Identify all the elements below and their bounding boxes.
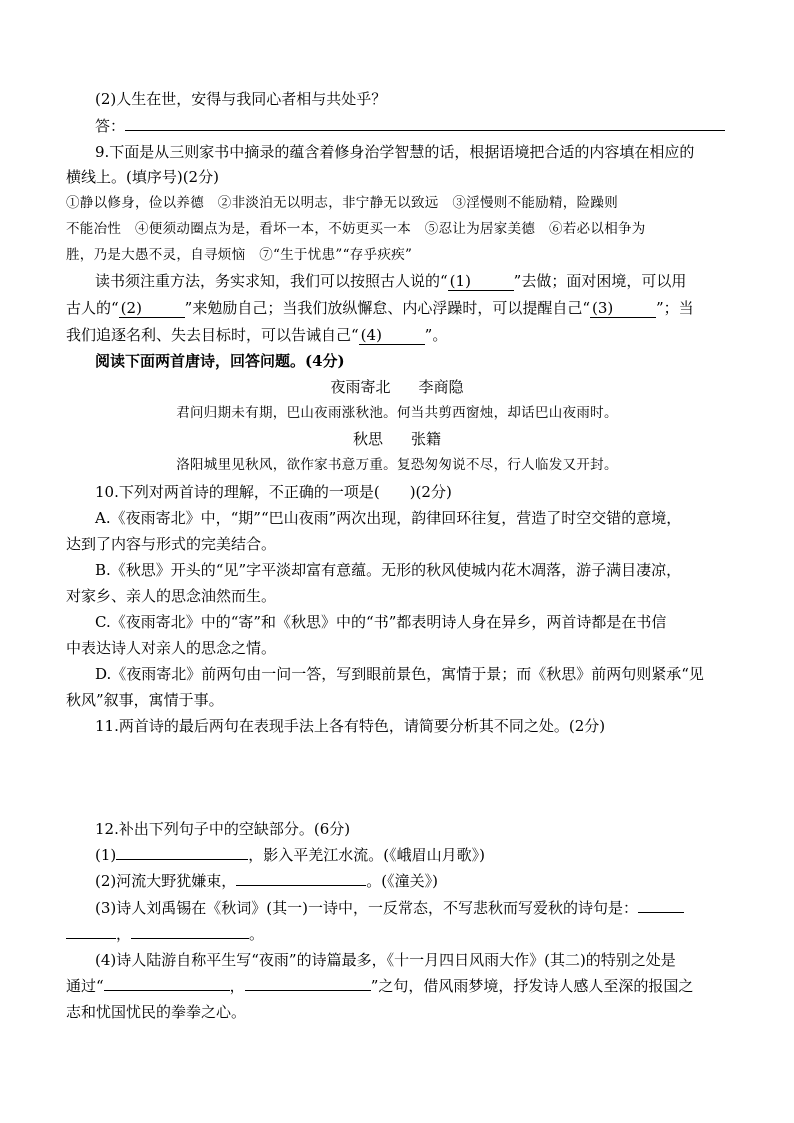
question-12-item-4-cont: 通过“ ， ”之句，借风雨梦境，抒发诗人感人至深的报国之 [66, 977, 694, 995]
question-10-stem: 10.下列对两首诗的理解，不正确的一项是( )(2分) [95, 483, 452, 501]
question-9-stem-cont: 横线上。(填序号)(2分) [66, 168, 219, 186]
question-11-stem: 11.两首诗的最后两句在表现手法上各有特色，请简要分析其不同之处。(2分) [95, 717, 606, 735]
option-b[interactable]: B.《秋思》开头的“见”字平淡却富有意蕴。无形的秋风使城内花木凋落，游子满目凄凉， [95, 561, 682, 579]
answer-label: 答： [95, 117, 126, 135]
question-9-options: 胜，乃是大愚不灵，自寻烦恼 ⑦“生于忧患”“存乎疢疾” [66, 247, 413, 263]
fill-blank-2[interactable]: (2) [119, 299, 185, 318]
fill-blank[interactable] [131, 924, 249, 939]
option-b-cont: 对家乡、亲人的思念油然而生。 [66, 587, 277, 605]
poem-text: 君问归期未有期，巴山夜雨涨秋池。何当共剪西窗烛，却话巴山夜雨时。 [176, 405, 618, 421]
option-d-cont: 秋风”叙事，寓情于事。 [66, 691, 224, 709]
question-12-item-4-cont: 志和忧国忧民的拳拳之心。 [66, 1003, 247, 1021]
fill-blank[interactable] [245, 976, 371, 991]
poem-title: 秋思 [352, 430, 383, 448]
poem-title-line [0, 428, 794, 450]
question-item: (2)人生在世，安得与我同心者相与共处乎？ [95, 90, 387, 108]
fill-blank[interactable] [236, 871, 366, 886]
poem-author: 李商隐 [418, 378, 464, 396]
poem-title-line [0, 376, 794, 398]
fill-blank-3[interactable]: (3) [590, 299, 656, 318]
option-a-cont: 达到了内容与形式的完美结合。 [66, 535, 277, 553]
fill-blank-1[interactable]: (1) [448, 272, 514, 291]
question-12-item-2: (2)河流大野犹嫌束， 。(《潼关》) [95, 872, 438, 890]
question-9-options: 不能冶性 ④便须动圈点为是，看坏一本，不妨更买一本 ⑤忍让为居家美德 ⑥若必以相争为 [66, 221, 646, 237]
option-c-cont: 中表达诗人对亲人的思念之情。 [66, 639, 277, 657]
option-a[interactable]: A.《夜雨寄北》中，“期”“巴山夜雨”两次出现，韵律回环往复，营造了时空交错的意境， [95, 509, 682, 527]
question-12-item-1: (1) ，影入平羌江水流。(《峨眉山月歌》) [95, 846, 485, 864]
answer-line [95, 115, 725, 137]
reading-heading: 阅读下面两首唐诗，回答问题。(4分) [95, 352, 345, 370]
question-9-paragraph: 古人的“ (2) ”来勉励自己；当我们放纵懈怠、内心浮躁时，可以提醒自己“ (3) ”；当 [66, 299, 694, 317]
fill-blank[interactable] [638, 898, 684, 913]
fill-blank[interactable] [66, 924, 116, 939]
poem-author: 张籍 [411, 430, 442, 448]
question-12-stem: 12.补出下列句子中的空缺部分。(6分) [95, 820, 351, 838]
question-12-item-3-cont: ， 。 [66, 923, 264, 945]
question-9-options: ①静以修身，俭以养德 ②非淡泊无以明志，非宁静无以致远 ③淫慢则不能励精，险躁则 [66, 195, 618, 211]
option-d[interactable]: D.《夜雨寄北》前两句由一问一答，写到眼前景色，寓情于景；而《秋思》前两句则紧承“见 [95, 665, 704, 683]
question-12-item-4: (4)诗人陆游自称平生写“夜雨”的诗篇最多，《十一月四日风雨大作》(其二)的特别之处是 [95, 951, 676, 969]
question-9-paragraph: 读书须注重方法，务实求知，我们可以按照古人说的“ (1) ”去做；面对困境，可以用 [95, 272, 687, 290]
poem-text: 洛阳城里见秋风，欲作家书意万重。复恐匆匆说不尽，行人临发又开封。 [176, 457, 618, 473]
fill-blank-4[interactable]: (4) [359, 326, 425, 345]
poem-title: 夜雨寄北 [330, 378, 391, 396]
fill-blank[interactable] [116, 845, 248, 860]
question-12-item-3: (3)诗人刘禹锡在《秋词》(其一)一诗中，一反常态，不写悲秋而写爱秋的诗句是： [95, 897, 684, 919]
question-9-stem: 9.下面是从三则家书中摘录的蕴含着修身治学智慧的话，根据语境把合适的内容填在相应的 [95, 143, 695, 161]
option-c[interactable]: C.《夜雨寄北》中的“寄”和《秋思》中的“书”都表明诗人身在异乡，两首诗都是在书信 [95, 613, 667, 631]
answer-blank[interactable] [125, 116, 725, 131]
fill-blank[interactable] [104, 976, 230, 991]
question-9-paragraph: 我们追逐名利、失去目标时，可以告诫自己“ (4) ”。 [66, 326, 448, 344]
